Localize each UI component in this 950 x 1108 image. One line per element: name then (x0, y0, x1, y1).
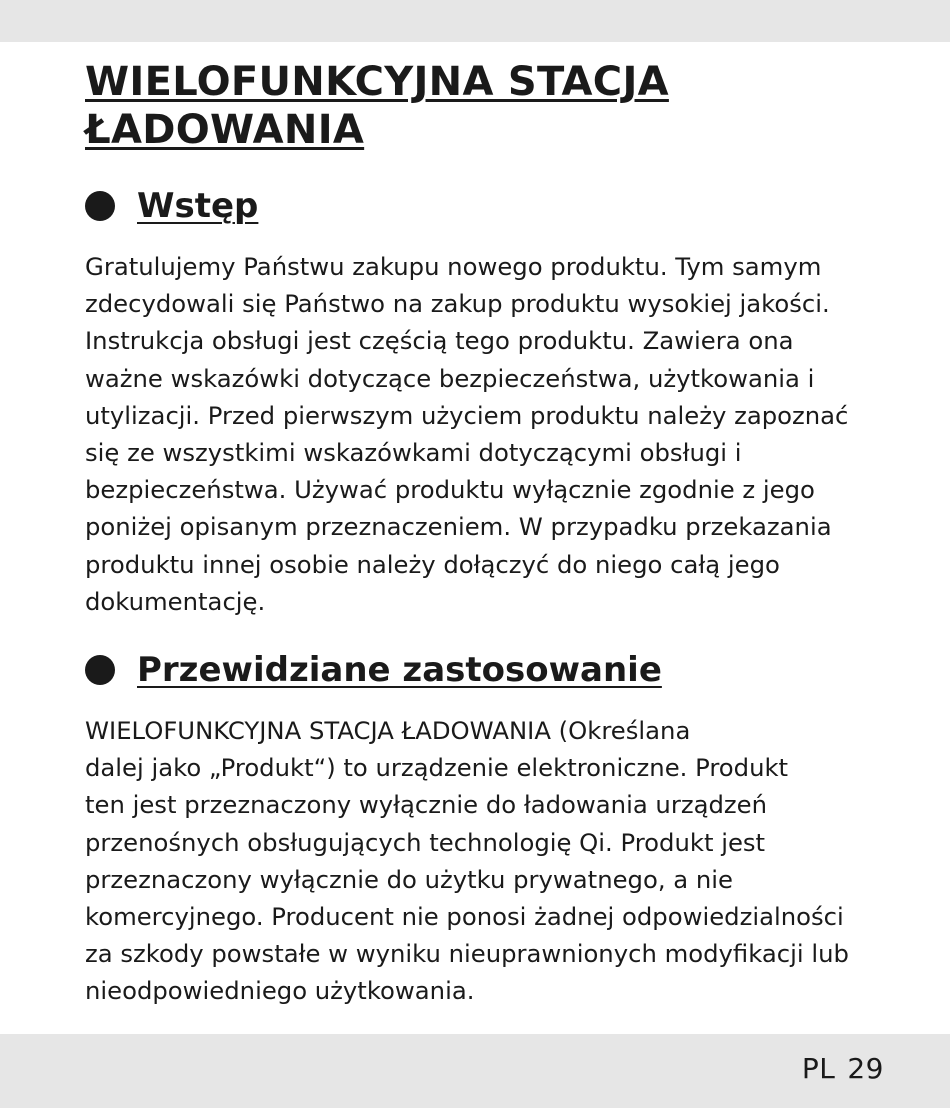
section-heading-introduction (85, 186, 895, 226)
page-content (85, 58, 895, 1010)
paragraph-line: nieodpowiedniego użytkowania. (85, 976, 475, 1006)
page-footer (802, 1052, 884, 1085)
section-heading-label: Wstęp (137, 186, 259, 226)
section-heading-intended-use (85, 650, 895, 690)
paragraph-line: Gratulujemy Państwu zakupu nowego produktu. Tym samym (85, 252, 822, 281)
paragraph-line: ten jest przeznaczony wyłącznie do ładowania urządzeń (85, 790, 767, 820)
document-title (85, 58, 895, 154)
paragraph-line: bezpieczeństwa. Używać produktu wyłącznie zgodnie z jego (85, 475, 815, 505)
top-margin-band (0, 0, 950, 42)
paragraph-line: przenośnych obsługujących technologię Qi. Produkt jest (85, 827, 766, 857)
paragraph-line: zdecydowali się Państwo na zakup produktu wysokiej jakości. (85, 289, 830, 319)
paragraph-line: poniżej opisanym przeznaczeniem. W przypadku przekazania (85, 512, 832, 542)
paragraph-line: komercyjnego. Producent nie ponosi żadnej odpowiedzialności (85, 902, 844, 932)
paragraph-line: WIELOFUNKCYJNA STACJA ŁADOWANIA (Określana (85, 716, 691, 746)
bullet-icon (85, 191, 115, 221)
bullet-icon (85, 655, 115, 685)
title-line: WIELOFUNKCYJNA STACJA (85, 59, 669, 105)
section-heading-label: Przewidziane zastosowanie (137, 650, 662, 691)
paragraph-line: utylizacji. Przed pierwszym użyciem produktu należy zapoznać (85, 400, 849, 430)
paragraph-line: ważne wskazówki dotyczące bezpieczeństwa, użytkowania i (85, 363, 815, 393)
paragraph-line: za szkody powstałe w wyniku nieuprawnionych modyfikacji lub (85, 939, 849, 969)
paragraph-line: się ze wszystkimi wskazówkami dotyczącymi obsługi i (85, 438, 742, 468)
paragraph-line: przeznaczony wyłącznie do użytku prywatnego, a nie (85, 864, 733, 894)
paragraph-line: dalej jako „Produkt“) to urządzenie elektroniczne. Produkt (85, 753, 789, 783)
paragraph-line: produktu innej osobie należy dołączyć do niego całą jego (85, 549, 780, 579)
language-code: PL (801, 1052, 836, 1085)
introduction-paragraph (85, 248, 895, 620)
paragraph-line: Instrukcja obsługi jest częścią tego produktu. Zawiera ona (85, 326, 794, 356)
intended-use-paragraph (85, 712, 895, 1010)
page-number: 29 (847, 1052, 884, 1085)
title-line: ŁADOWANIA (85, 107, 365, 153)
paragraph-line: dokumentację. (85, 586, 266, 616)
